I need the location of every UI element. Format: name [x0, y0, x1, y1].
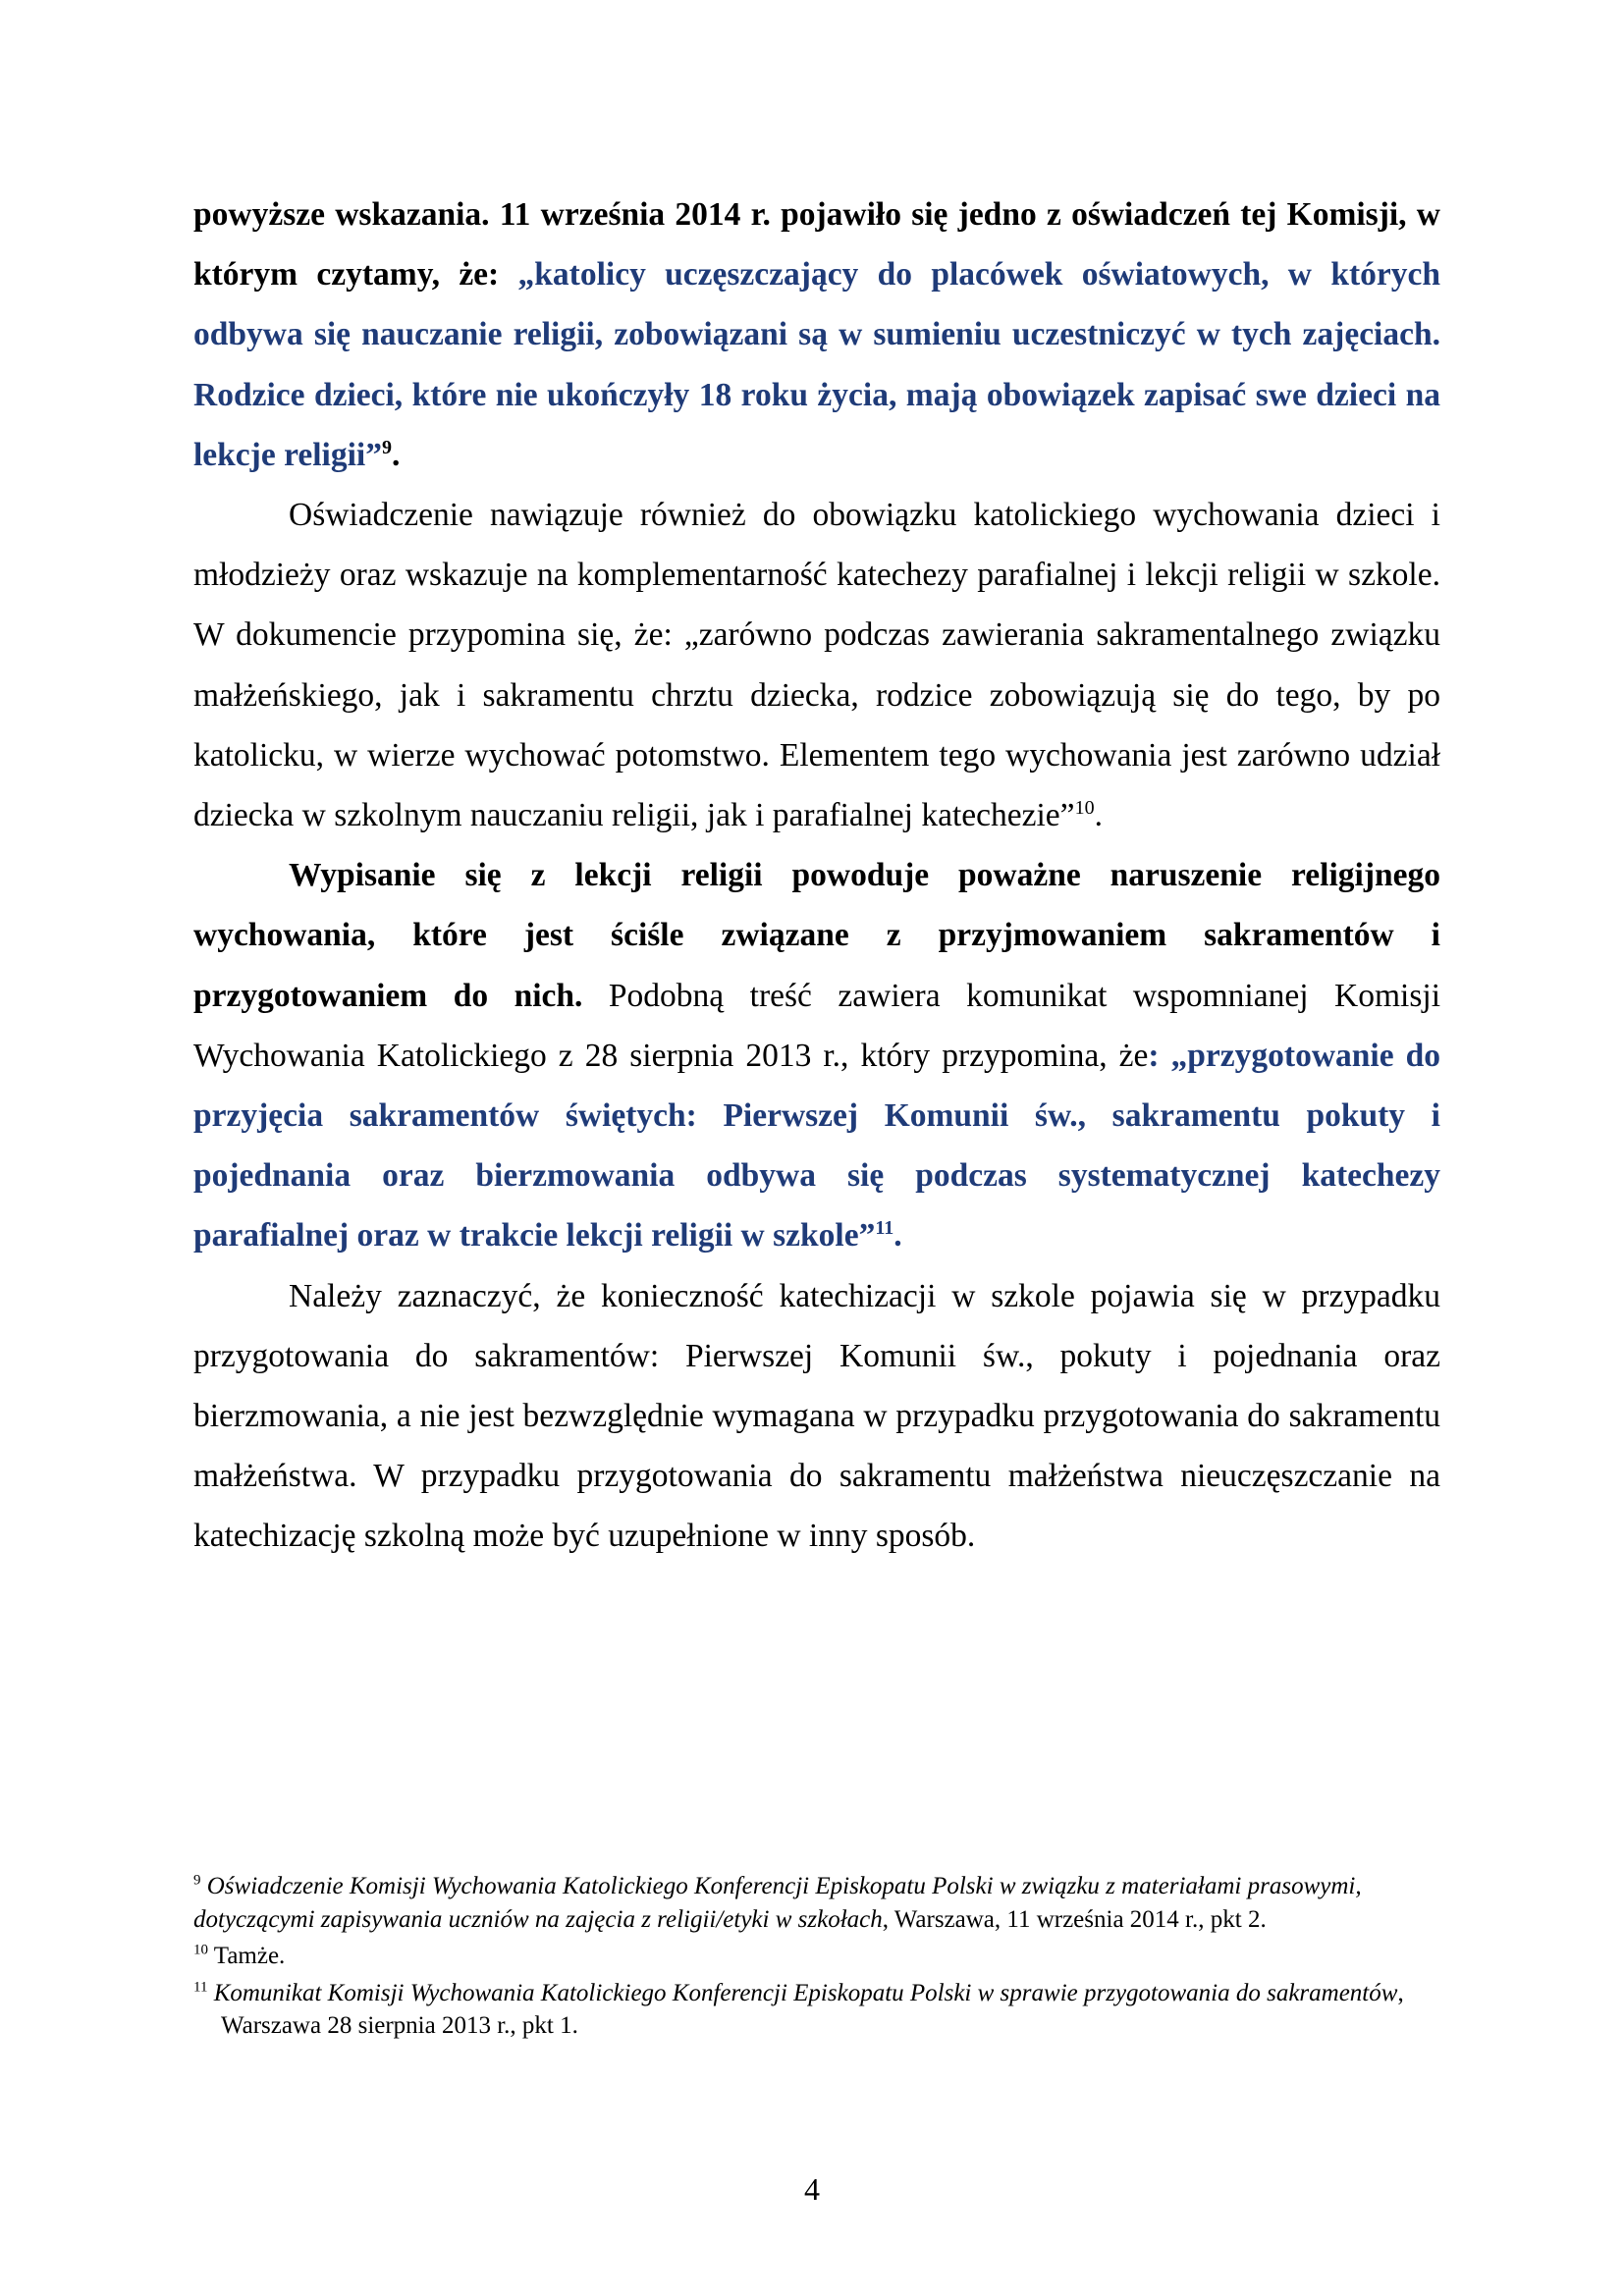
page-number: 4	[804, 2171, 820, 2207]
footnote-ref-9: 9	[381, 436, 392, 458]
paragraph-3-text: Podobną treść zawiera komunikat wspomnianej Komisji Wychowania Katolickiego z 28 sierpnia 2013 r., który przypomina, że	[193, 977, 1440, 1074]
footnote-9-rest: , Warszawa, 11 września 2014 r., pkt 2.	[882, 1905, 1267, 1933]
footnote-10-text: Tamże.	[208, 1943, 286, 1969]
footnote-9	[193, 1870, 1440, 1936]
quote-2: : „przygotowanie do przyjęcia sakramentów świętych: Pierwszej Komunii św., sakramentu pokuty i pojednania oraz bierzmowania odbywa się podczas systematycznej katechezy parafialnej oraz w trakcie lekcji religii w szkole”	[193, 1037, 1440, 1255]
body-text	[193, 185, 1440, 1567]
footnote-9-title: Oświadczenie Komisji Wychowania Katolickiego Konferencji Episkopatu Polski w związku z materiałami prasowymi, dotyczącymi zapisywania uczniów na zajęcia z religii/etyki w szkołach	[193, 1873, 1362, 1933]
paragraph-3-end: .	[893, 1217, 902, 1255]
paragraph-4	[193, 1266, 1440, 1567]
footnote-11	[193, 1977, 1440, 2043]
footnote-10-number: 10	[193, 1942, 208, 1958]
footnote-10	[193, 1940, 1440, 1973]
paragraph-4-text: Należy zaznaczyć, że konieczność katechizacji w szkole pojawia się w przypadku przygotowania do sakramentów: Pierwszej Komunii św., pokuty i pojednania oraz bierzmowania, a nie jest bezwzględnie wymagana w przypadku przygotowania do sakramentu małżeństwa. W przypadku przygotowania do sakramentu małżeństwa nieuczęszczanie na katechizację szkolną może być uzupełnione w inny sposób.	[193, 1277, 1440, 1555]
footnote-11-number: 11	[193, 1979, 208, 1996]
paragraph-1	[193, 185, 1440, 485]
paragraph-2-text: Oświadczenie nawiązuje również do obowiązku katolickiego wychowania dzieci i młodzieży oraz wskazuje na komplementarność katechezy parafialnej i lekcji religii w szkole. W dokumencie przypomina się, że: „zarówno podczas zawierania sakramentalnego związku małżeńskiego, jak i sakramentu chrztu dziecka, rodzice zobowiązują się do tego, by po katolicku, w wierze wychować potomstwo. Elementem tego wychowania jest zarówno udział dziecka w szkolnym nauczaniu religii, jak i parafialnej katechezie”	[193, 497, 1440, 834]
paragraph-2	[193, 485, 1440, 845]
paragraph-2-end: .	[1094, 797, 1103, 834]
footnote-11-rest: , Warszawa 28 sierpnia 2013 r., pkt 1.	[221, 1979, 1404, 2039]
paragraph-1-intro: powyższe wskazania. 11 września 2014 r. pojawiło się jedno z oświadczeń tej Komisji, w którym czytamy, że:	[193, 196, 1440, 294]
footnote-9-number: 9	[193, 1872, 201, 1889]
paragraph-3	[193, 845, 1440, 1265]
paragraph-3-bold: Wypisanie się z lekcji religii powoduje poważne naruszenie religijnego wychowania, które jest ściśle związane z przyjmowaniem sakramentów i przygotowaniem do nich.	[193, 857, 1440, 1014]
footnote-11-title: Komunikat Komisji Wychowania Katolickiego Konferencji Episkopatu Polski w sprawie przygotowania do sakramentów	[213, 1979, 1398, 2006]
footnotes	[193, 1870, 1440, 2047]
paragraph-1-end: .	[391, 436, 401, 473]
quote-1: „katolicy uczęszczający do placówek oświatowych, w których odbywa się nauczanie religii, zobowiązani są w sumieniu uczestniczyć w tych zajęciach. Rodzice dzieci, które nie ukończyły 18 roku życia, mają obowiązek zapisać swe dzieci na lekcje religii”	[193, 256, 1440, 473]
footnote-ref-10: 10	[1074, 796, 1095, 819]
footnote-ref-11: 11	[875, 1217, 894, 1240]
